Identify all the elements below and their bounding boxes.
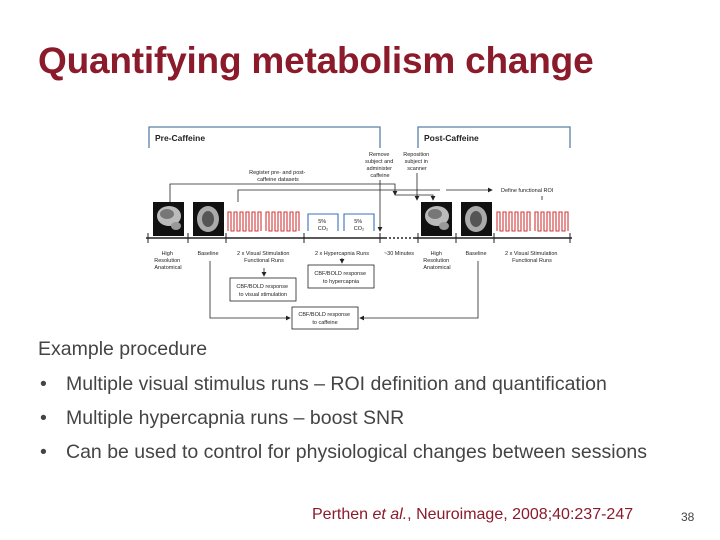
page-title: Quantifying metabolism change: [38, 40, 594, 81]
bullet-text: Multiple hypercapnia runs – boost SNR: [66, 407, 405, 429]
label-visual-runs-2: 2 x Visual Stimulation Functional Runs: [504, 251, 558, 264]
co2-block-1: [308, 214, 338, 232]
remove-subject-note: Remove subject and administer caffeine: [365, 152, 394, 179]
post-caffeine-label: Post-Caffeine: [424, 133, 479, 143]
label-baseline-2: Baseline: [465, 251, 487, 257]
procedure-diagram-svg: [140, 118, 580, 340]
label-high-resolution-2: High Resolution Anatomical: [423, 251, 451, 271]
visual-response-box: [230, 278, 296, 301]
label-baseline-1: Baseline: [197, 251, 219, 257]
define-roi-connector: [238, 190, 440, 202]
pre-caffeine-label: Pre-Caffeine: [155, 133, 206, 143]
co2-block-2: [344, 214, 374, 232]
svg-text:CBF/BOLD response to caf: CBF/BOLD response to caffeine: [298, 312, 351, 326]
page-number: 38: [681, 510, 695, 524]
bullet-list: [38, 371, 698, 465]
brain-sagittal-1: [153, 202, 184, 236]
svg-text:5% CO₂: 5% CO₂: [317, 219, 329, 232]
caffeine-response-box: [292, 307, 358, 329]
brain-sagittal-2: [421, 202, 452, 236]
visual-run-boxcar-1: [228, 212, 261, 231]
bullet-item: [38, 371, 698, 397]
bullet-text: Multiple visual stimulus runs – ROI definition and quantification: [66, 373, 607, 395]
register-datasets-note: Register pre- and post- caffeine datasets: [249, 170, 306, 183]
visual-run-boxcar-2: [266, 212, 299, 231]
bullet-item: [38, 439, 698, 465]
svg-text:5% CO₂: 5% CO₂: [353, 219, 365, 232]
slide-body: [38, 336, 698, 473]
label-high-resolution-1: High Resolution Anatomical: [154, 251, 182, 271]
visual-run-boxcar-4: [535, 212, 568, 231]
label-visual-runs-1: 2 x Visual Stimulation Functional Runs: [236, 251, 290, 264]
citation: Perthen et al., Neuroimage, 2008;40:237-247: [312, 506, 634, 523]
register-connector: [170, 184, 395, 202]
procedure-diagram: [140, 118, 580, 340]
svg-text:CBF/BOLD response to hyp: CBF/BOLD response to hypercapnia: [314, 271, 367, 285]
reposition-subject-note: Reposition subject in scanner: [403, 152, 430, 172]
intro-text: Example procedure: [38, 338, 208, 360]
svg-text:CBF/BOLD response to vis: CBF/BOLD response to visual stimulation: [236, 284, 289, 298]
label-hypercapnia-runs: 2 x Hypercapnia Runs: [314, 251, 370, 257]
brain-axial-2: [461, 202, 492, 236]
visual-run-boxcar-3: [497, 212, 530, 231]
bullet-symbol: •: [40, 407, 47, 429]
bullet-text: Can be used to control for physiological changes between sessions: [66, 441, 648, 463]
bullet-symbol: •: [40, 373, 47, 395]
define-roi-label: Define functional ROI: [501, 188, 554, 194]
hypercapnia-response-box: [308, 265, 374, 288]
bullet-symbol: •: [40, 441, 47, 463]
label-gap-duration: ~30 Minutes: [383, 251, 415, 257]
bullet-item: [38, 405, 698, 431]
brain-axial-1: [193, 202, 224, 236]
